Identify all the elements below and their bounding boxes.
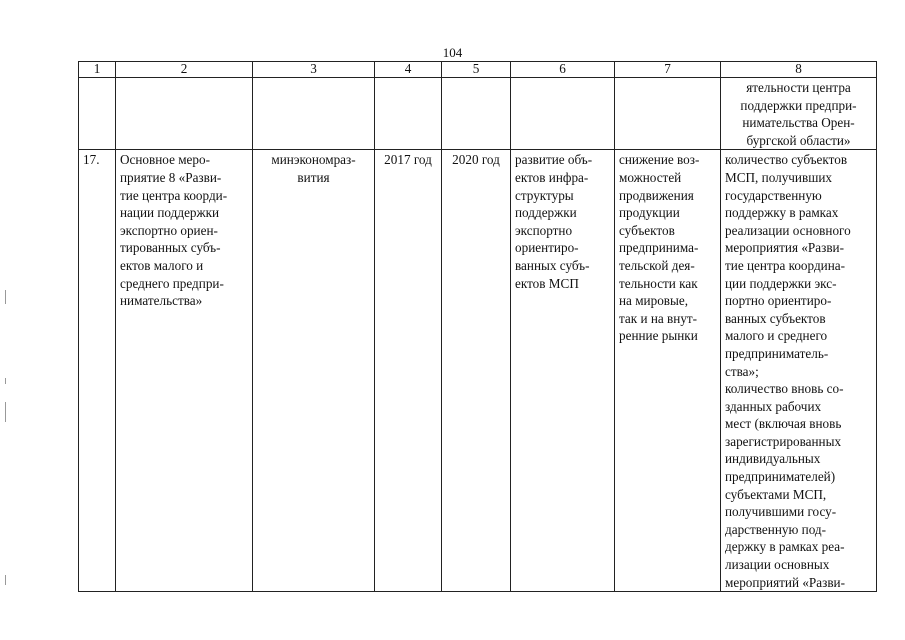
text-line: тированных субъ- bbox=[120, 240, 221, 256]
text-line: нимательства Орен- bbox=[742, 115, 855, 131]
column-number-row bbox=[79, 62, 877, 78]
text-line: субъектов bbox=[619, 222, 675, 238]
text-line: дарственную под- bbox=[725, 521, 827, 537]
text-line: мероприятия «Разви- bbox=[725, 240, 845, 256]
end-year-cell: 2020 год bbox=[442, 150, 511, 592]
table-cell bbox=[511, 78, 615, 150]
continued-indicator-cell bbox=[721, 78, 877, 150]
text-line: можностей bbox=[619, 169, 682, 185]
text-line: ванных субъ- bbox=[515, 257, 590, 273]
text-line: на мировые, bbox=[619, 293, 689, 309]
table-cell bbox=[116, 78, 253, 150]
text-line: предпринима- bbox=[619, 240, 699, 256]
text-line: среднего предпри- bbox=[120, 275, 224, 291]
table-cell bbox=[375, 78, 442, 150]
text-line: поддержки bbox=[515, 205, 577, 221]
text-line: ванных субъектов bbox=[725, 310, 826, 326]
table-cell bbox=[79, 78, 116, 150]
text-line: тие центра коорди- bbox=[120, 187, 228, 203]
text-line: зарегистрированных bbox=[725, 433, 842, 449]
text-line: малого и среднего bbox=[725, 328, 828, 344]
text-line: снижение воз- bbox=[619, 152, 700, 168]
activities-table bbox=[78, 61, 877, 592]
text-line: поддержку в рамках bbox=[725, 205, 839, 221]
continuation-row bbox=[79, 78, 877, 150]
measure-name-cell bbox=[116, 150, 253, 592]
table-cell bbox=[253, 78, 375, 150]
column-header: 4 bbox=[375, 62, 442, 78]
text-line: ориентиро- bbox=[515, 240, 579, 256]
text-line: индивидуальных bbox=[725, 451, 821, 467]
text-line: Основное меро- bbox=[120, 152, 210, 168]
text-line: количество вновь со- bbox=[725, 381, 844, 397]
column-header: 2 bbox=[116, 62, 253, 78]
text-line: ектов МСП bbox=[515, 275, 579, 291]
text-line: экспортно bbox=[515, 222, 573, 238]
text-line: ектов инфра- bbox=[515, 169, 589, 185]
text-line: минэкономраз- bbox=[271, 152, 356, 168]
text-line: реализации основного bbox=[725, 222, 851, 238]
column-header: 7 bbox=[615, 62, 721, 78]
column-header: 6 bbox=[511, 62, 615, 78]
text-line: ятельности центра bbox=[746, 80, 851, 95]
text-line: экспортно ориен- bbox=[120, 222, 218, 238]
text-line: мест (включая вновь bbox=[725, 416, 842, 432]
text-line: ренние рынки bbox=[619, 328, 698, 344]
column-header: 1 bbox=[79, 62, 116, 78]
start-year-cell: 2017 год bbox=[375, 150, 442, 592]
text-line: зданных рабочих bbox=[725, 398, 822, 414]
text-line: предприниматель- bbox=[725, 345, 829, 361]
executor-cell bbox=[253, 150, 375, 592]
text-line: лизации основных bbox=[725, 557, 830, 573]
text-line: тие центра координа- bbox=[725, 257, 846, 273]
column-header: 8 bbox=[721, 62, 877, 78]
indicator-cell bbox=[721, 150, 877, 592]
text-line: ектов малого и bbox=[120, 257, 204, 273]
text-line: приятие 8 «Разви- bbox=[120, 169, 222, 185]
text-line: предпринимателей) bbox=[725, 469, 836, 485]
column-header: 5 bbox=[442, 62, 511, 78]
text-line: ства»; bbox=[725, 363, 759, 379]
text-line: так и на внут- bbox=[619, 310, 698, 326]
consequence-cell bbox=[615, 150, 721, 592]
column-header: 3 bbox=[253, 62, 375, 78]
text-line: мероприятий «Разви- bbox=[725, 574, 846, 590]
row-number-cell: 17. bbox=[79, 150, 116, 592]
text-line: нимательства» bbox=[120, 293, 203, 309]
text-line: держку в рамках реа- bbox=[725, 539, 845, 555]
text-line: государственную bbox=[725, 187, 822, 203]
text-line: структуры bbox=[515, 187, 574, 203]
text-line: субъектами МСП, bbox=[725, 486, 827, 502]
expected-result-cell bbox=[511, 150, 615, 592]
text-line: нации поддержки bbox=[120, 205, 220, 221]
table-cell bbox=[615, 78, 721, 150]
text-line: ции поддержки экс- bbox=[725, 275, 837, 291]
text-line: тельской дея- bbox=[619, 257, 695, 273]
text-line: тельности как bbox=[619, 275, 698, 291]
table-cell bbox=[442, 78, 511, 150]
text-line: продукции bbox=[619, 205, 680, 221]
text-line: развитие объ- bbox=[515, 152, 593, 168]
text-line: МСП, получивших bbox=[725, 169, 833, 185]
text-line: поддержки предпри- bbox=[740, 97, 857, 113]
text-line: количество субъектов bbox=[725, 152, 848, 168]
page-number: 104 bbox=[442, 45, 463, 60]
text-line: продвижения bbox=[619, 187, 694, 203]
text-line: бургской области» bbox=[746, 132, 851, 148]
text-line: вития bbox=[297, 169, 330, 185]
text-line: получившими госу- bbox=[725, 504, 837, 520]
table-row-17 bbox=[79, 150, 877, 592]
text-line: портно ориентиро- bbox=[725, 293, 832, 309]
